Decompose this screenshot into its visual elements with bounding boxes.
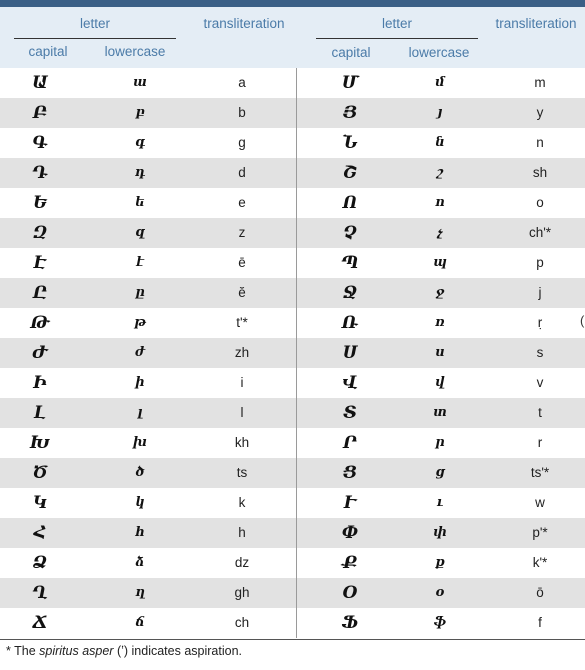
right-lowercase-cell: տ — [433, 405, 447, 420]
right-capital-cell: Օ — [342, 583, 358, 603]
right-lowercase-cell: օ — [435, 585, 445, 600]
right-transliteration-cell: w — [535, 495, 545, 510]
left-capital-cell: Լ — [33, 403, 47, 423]
footnote-prefix: * The — [6, 644, 40, 658]
left-lowercase-cell: գ — [134, 135, 146, 150]
left-letter-header: letter — [79, 16, 110, 31]
left-lowercase-cell: զ — [135, 225, 145, 240]
right-capital-cell: Փ — [341, 523, 359, 543]
left-lowercase-cell: ի — [135, 375, 145, 390]
left-transliteration-cell: zh — [234, 345, 250, 360]
right-lowercase-cell: պ — [433, 255, 447, 270]
left-capital-cell: Ժ — [32, 343, 48, 363]
right-lowercase-cell: վ — [435, 375, 445, 390]
left-lowercase-cell: ա — [133, 75, 147, 90]
table-row — [0, 458, 585, 488]
edge-mark: ( — [580, 313, 585, 328]
right-capital-cell: Շ — [342, 163, 358, 183]
left-capital-cell: Բ — [32, 103, 48, 123]
right-transliteration-cell: f — [538, 615, 542, 630]
right-lowercase-cell: փ — [433, 525, 447, 540]
left-transliteration-cell: gh — [234, 585, 250, 600]
left-transliteration-cell: ē — [238, 255, 246, 270]
right-lowercase-cell: ն — [435, 135, 445, 150]
left-lowercase-cell: ը — [135, 285, 145, 300]
left-lowercase-cell: դ — [134, 165, 146, 180]
right-transliteration-cell: s — [536, 345, 544, 360]
table-row — [0, 308, 585, 338]
right-lowercase-cell: ք — [435, 555, 445, 570]
right-lowercase-cell: չ — [437, 225, 443, 240]
left-lowercase-cell: թ — [134, 315, 146, 330]
left-transliteration-cell: e — [238, 195, 246, 210]
table-row — [0, 518, 585, 548]
right-lowercase-header: lowercase — [408, 45, 470, 60]
right-transliteration-cell: p — [536, 255, 544, 270]
left-lowercase-cell: ծ — [135, 465, 145, 480]
right-transliteration-cell: ts'* — [530, 465, 550, 480]
right-transliteration-cell: ṛ — [537, 315, 543, 330]
right-lowercase-cell: ւ — [436, 495, 444, 510]
right-capital-cell: Վ — [342, 373, 358, 393]
table-row — [0, 98, 585, 128]
left-lowercase-cell: կ — [135, 495, 145, 510]
right-lowercase-cell: ց — [435, 465, 445, 480]
table-row — [0, 488, 585, 518]
table-row — [0, 338, 585, 368]
left-lowercase-cell: ղ — [135, 585, 145, 600]
right-transliteration-cell: n — [536, 135, 544, 150]
right-capital-cell: Յ — [342, 103, 358, 123]
right-lowercase-cell: ո — [435, 195, 445, 210]
table-row — [0, 578, 585, 608]
right-capital-cell: Պ — [341, 253, 359, 273]
left-capital-cell: Է — [33, 253, 47, 273]
right-capital-cell: Ս — [342, 343, 358, 363]
table-row — [0, 428, 585, 458]
top-bar — [0, 0, 585, 7]
right-lowercase-cell: ս — [435, 345, 445, 360]
left-transliteration-cell: ch — [234, 615, 250, 630]
left-capital-cell: Ծ — [32, 463, 48, 483]
right-capital-cell: Տ — [343, 403, 357, 423]
left-capital-cell: Ա — [31, 73, 49, 93]
right-transliteration-cell: sh — [532, 165, 548, 180]
left-lowercase-cell: հ — [135, 525, 145, 540]
right-capital-cell: Ջ — [342, 283, 358, 303]
left-lowercase-header: lowercase — [104, 44, 166, 59]
table-bottom-rule — [0, 639, 585, 640]
footnote-italic: spiritus asper — [39, 644, 114, 658]
right-lowercase-cell: ֆ — [433, 615, 447, 630]
right-transliteration-cell: t — [538, 405, 542, 420]
right-capital-cell: Ք — [342, 553, 358, 573]
left-lowercase-cell: ձ — [135, 555, 145, 570]
left-capital-header: capital — [28, 44, 68, 59]
left-letter-underline — [14, 38, 176, 39]
left-transliteration-cell: i — [240, 375, 244, 390]
right-letter-header: letter — [381, 16, 412, 31]
left-transliteration-cell: ts — [236, 465, 248, 480]
left-transliteration-header: transliteration — [203, 16, 285, 31]
column-divider — [296, 68, 297, 638]
right-lowercase-cell: ռ — [435, 315, 445, 330]
left-lowercase-cell: է — [136, 255, 144, 270]
left-transliteration-cell: ĕ — [238, 285, 246, 300]
right-transliteration-cell: ō — [536, 585, 544, 600]
left-lowercase-cell: լ — [137, 405, 143, 420]
left-capital-cell: Ե — [33, 193, 47, 213]
right-lowercase-cell: մ — [435, 75, 445, 90]
right-transliteration-cell: p'* — [532, 525, 548, 540]
left-transliteration-cell: a — [238, 75, 246, 90]
left-capital-cell: Ճ — [32, 613, 48, 633]
table-row — [0, 398, 585, 428]
right-lowercase-cell: ր — [435, 435, 445, 450]
left-lowercase-cell: ճ — [135, 615, 145, 630]
right-lowercase-cell: ջ — [435, 285, 445, 300]
left-transliteration-cell: l — [240, 405, 244, 420]
left-capital-cell: Ի — [33, 373, 47, 393]
right-transliteration-cell: o — [536, 195, 544, 210]
left-capital-cell: Խ — [29, 433, 51, 453]
right-transliteration-cell: k'* — [532, 555, 548, 570]
left-transliteration-cell: k — [238, 495, 246, 510]
right-transliteration-cell: r — [537, 435, 543, 450]
right-capital-cell: Չ — [343, 223, 357, 243]
alphabet-table-body — [0, 68, 585, 638]
table-row — [0, 218, 585, 248]
right-capital-cell: Մ — [341, 73, 359, 93]
footnote — [6, 644, 242, 658]
left-capital-cell: Ղ — [32, 583, 48, 603]
table-row — [0, 608, 585, 638]
left-lowercase-cell: ե — [135, 195, 145, 210]
right-transliteration-cell: v — [536, 375, 544, 390]
left-capital-cell: Գ — [32, 133, 48, 153]
table-row — [0, 368, 585, 398]
right-transliteration-header: transliteration — [495, 16, 577, 31]
table-row — [0, 248, 585, 278]
left-transliteration-cell: b — [238, 105, 246, 120]
right-capital-cell: Ֆ — [341, 613, 359, 633]
right-capital-header: capital — [331, 45, 371, 60]
right-capital-cell: Ո — [342, 193, 358, 213]
left-lowercase-cell: բ — [135, 105, 145, 120]
table-row — [0, 158, 585, 188]
left-capital-cell: Կ — [32, 493, 48, 513]
table-row — [0, 68, 585, 98]
left-capital-cell: Ձ — [32, 553, 48, 573]
right-capital-cell: Ն — [342, 133, 358, 153]
left-transliteration-cell: t'* — [236, 315, 248, 330]
left-capital-cell: Հ — [33, 523, 47, 543]
footnote-suffix: (ʽ) indicates aspiration. — [113, 644, 242, 658]
left-capital-cell: Ը — [32, 283, 48, 303]
left-lowercase-cell: ժ — [135, 345, 145, 360]
left-transliteration-cell: g — [238, 135, 246, 150]
left-transliteration-cell: h — [238, 525, 246, 540]
table-row — [0, 128, 585, 158]
left-capital-cell: Զ — [33, 223, 47, 243]
right-transliteration-cell: m — [534, 75, 546, 90]
left-capital-cell: Թ — [30, 313, 50, 333]
right-capital-cell: Ց — [342, 463, 358, 483]
right-transliteration-cell: j — [538, 285, 542, 300]
right-transliteration-cell: y — [536, 105, 544, 120]
right-capital-cell: Ր — [343, 433, 357, 453]
left-lowercase-cell: խ — [132, 435, 148, 450]
right-lowercase-cell: շ — [436, 165, 444, 180]
right-letter-underline — [316, 38, 478, 39]
table-row — [0, 278, 585, 308]
table-header — [0, 7, 585, 68]
right-lowercase-cell: յ — [437, 105, 443, 120]
left-transliteration-cell: dz — [234, 555, 250, 570]
left-transliteration-cell: z — [238, 225, 246, 240]
table-row — [0, 188, 585, 218]
right-capital-cell: Ւ — [343, 493, 357, 513]
left-transliteration-cell: d — [238, 165, 246, 180]
left-capital-cell: Դ — [32, 163, 48, 183]
right-capital-cell: Ռ — [341, 313, 359, 333]
left-transliteration-cell: kh — [234, 435, 250, 450]
table-row — [0, 548, 585, 578]
right-transliteration-cell: ch'* — [528, 225, 552, 240]
